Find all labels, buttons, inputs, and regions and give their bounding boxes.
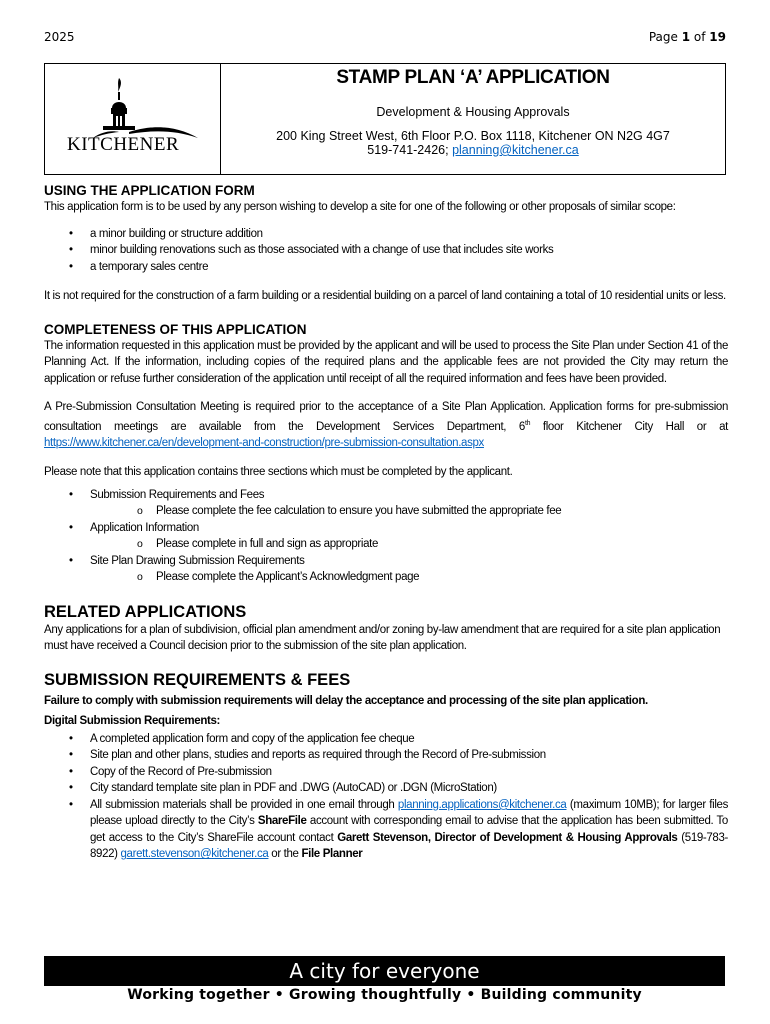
header-box xyxy=(44,63,726,175)
digital-requirements-list xyxy=(44,731,728,863)
document-year: 2025 xyxy=(44,30,75,44)
city-hall-clock-tower-icon xyxy=(63,72,203,142)
city-logo xyxy=(45,64,221,174)
list-item: • Application Information o Please complete in full and sign as appropriate xyxy=(44,520,728,553)
logo-wordmark: KITCHENER xyxy=(67,134,180,155)
list-item: • Site Plan Drawing Submission Requirements o Please complete the Applicant’s Acknowledgment page xyxy=(44,553,728,586)
completeness-para-2: A Pre-Submission Consultation Meeting is required prior to the acceptance of a Site Plan Application. Application forms for pre-submission consultation meetings are available from the Development Services Department, 6th floor Kitchener City Hall or at https://www.kitchener.ca/en/development-and-construction/pre-submission-consultation.aspx xyxy=(44,401,728,449)
contact-line: 519-741-2426; planning@kitchener.ca xyxy=(367,143,579,157)
submission-warning: Failure to comply with submission requirements will delay the acceptance and processing of the site plan application. xyxy=(44,694,648,707)
sections-list xyxy=(44,487,728,586)
office-address: 200 King Street West, 6th Floor P.O. Box 1118, Kitchener ON N2G 4G7 xyxy=(276,129,670,143)
page-title: STAMP PLAN ‘A’ APPLICATION xyxy=(336,67,610,88)
section-heading-using: USING THE APPLICATION FORM xyxy=(44,183,255,198)
planning-email-link[interactable]: planning@kitchener.ca xyxy=(452,143,579,157)
using-note: It is not required for the construction of a farm building or a residential building on a parcel of land containing a total of 10 residential units or less. xyxy=(44,290,726,302)
list-item: • Copy of the Record of Pre-submission xyxy=(44,764,728,781)
footer-tagline: Working together • Growing thoughtfully • Building community xyxy=(127,987,642,1003)
section-heading-submission: SUBMISSION REQUIREMENTS & FEES xyxy=(44,670,351,689)
list-item: • a temporary sales centre xyxy=(44,259,728,276)
section-heading-related: RELATED APPLICATIONS xyxy=(44,602,247,621)
page-indicator: Page 1 of 19 xyxy=(648,30,726,44)
header-info xyxy=(221,64,725,174)
sub-list-item: o Please complete in full and sign as appropriate xyxy=(44,536,728,553)
pre-submission-consultation-link[interactable]: https://www.kitchener.ca/en/development-and-construction/pre-submission-consultation.aspx xyxy=(44,436,484,449)
contact-email-link[interactable]: garett.stevenson@kitchener.ca xyxy=(120,848,269,861)
sub-list-item: o Please complete the Applicant’s Acknowledgment page xyxy=(44,569,728,586)
department-name: Development & Housing Approvals xyxy=(376,105,570,119)
list-item: • Submission Requirements and Fees o Please complete the fee calculation to ensure you have submitted the appropriate fee xyxy=(44,487,728,520)
completeness-para-3: Please note that this application contains three sections which must be completed by the applicant. xyxy=(44,466,513,479)
document-body xyxy=(44,182,728,863)
footer-slogan-bar: A city for everyone xyxy=(44,956,725,986)
completeness-para-1: The information requested in this application must be provided by the applicant and will be used to process the Site Plan under Section 41 of the Planning Act. If the information, including copies of the required plans and the applicable fees are not provided the City may return the application or refuse further consideration of the application until receipt of all the required information and fees have been provided. xyxy=(44,339,728,385)
list-item: • a minor building or structure addition xyxy=(44,226,728,243)
list-item: • All submission materials shall be provided in one email through planning.applications@kitchener.ca (maximum 10MB); for larger files please upload directly to the City’s ShareFile account with corresponding email to advise that the application has been submitted. To get access to the City’s ShareFile account contact Garett Stevenson, Director of Development & Housing Approvals (519-783-8922) garett.stevenson@kitchener.ca or the File Planner xyxy=(44,797,728,863)
list-item: • Site plan and other plans, studies and reports as required through the Record of Pre-submission xyxy=(44,747,728,764)
sub-list-item: o Please complete the fee calculation to ensure you have submitted the appropriate fee xyxy=(44,503,728,520)
list-item: • City standard template site plan in PDF and .DWG (AutoCAD) or .DGN (MicroStation) xyxy=(44,780,728,797)
list-item: • A completed application form and copy of the application fee cheque xyxy=(44,731,728,748)
digital-submission-heading: Digital Submission Requirements: xyxy=(44,715,221,728)
using-list xyxy=(44,226,728,276)
planning-applications-email-link[interactable]: planning.applications@kitchener.ca xyxy=(397,798,567,811)
using-intro: This application form is to be used by any person wishing to develop a site for one of the following or other proposals of similar scope: xyxy=(44,201,676,213)
related-para: Any applications for a plan of subdivision, official plan amendment and/or zoning by-law amendment that are required for a site plan application must have received a Council decision prior to the submission of the site plan application. xyxy=(44,623,721,653)
list-item: • minor building renovations such as those associated with a change of use that includes site works xyxy=(44,242,728,259)
section-heading-completeness: COMPLETENESS OF THIS APPLICATION xyxy=(44,321,307,337)
